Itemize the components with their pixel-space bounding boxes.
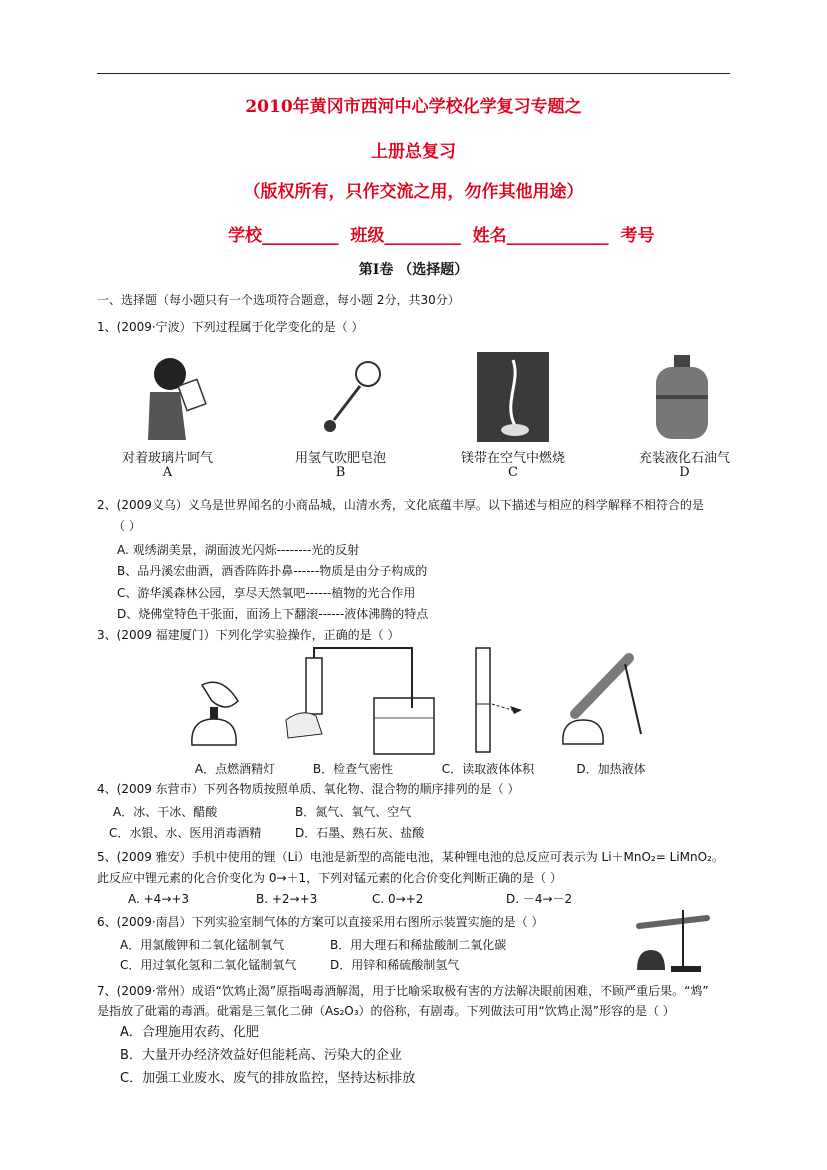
q6-option-d: D．用锌和稀硫酸制氢气 — [330, 958, 460, 972]
q7-option-a: A．合理施用农药、化肥 — [120, 1025, 259, 1040]
q3-caption-a: A．点燃酒精灯 — [194, 762, 276, 776]
q4-option-a: A．冰、干冰、醋酸 — [113, 805, 218, 819]
q1-caption-b: 用氢气吹肥皂泡 — [294, 451, 386, 466]
q4-option-b: B．氮气、氧气、空气 — [295, 805, 412, 819]
title-copyright: （版权所有，只作交流之用，勿作其他用途） — [243, 182, 584, 202]
q6-stem: 6、(2009·南昌）下列实验室制气体的方案可以直接采用右图所示装置实施的是（ ） — [97, 915, 544, 929]
q3-figure-c — [470, 648, 540, 752]
q3-figure-a — [182, 675, 252, 753]
q5-option-d: D. －4→－2 — [506, 892, 573, 906]
q1-figure-d — [650, 355, 714, 443]
q1-stem: 1、(2009·宁波）下列过程属于化学变化的是（ ） — [97, 320, 364, 334]
q6-option-a: A．用氯酸钾和二氧化锰制氧气 — [120, 938, 285, 952]
q6-apparatus-figure — [633, 906, 713, 974]
q1-figure-b — [318, 358, 388, 438]
q3-caption-d: D．加热液体 — [576, 762, 646, 776]
q4-stem: 4、(2009 东营市）下列各物质按照单质、氧化物、混合物的顺序排列的是（ ） — [97, 782, 520, 796]
q2-option-a: A. 观绣湖美景，湖面波光闪烁--------光的反射 — [117, 543, 360, 557]
q5-option-b: B. +2→+3 — [256, 892, 318, 906]
title-line-2: 上册总复习 — [371, 142, 456, 162]
q1-letter-d: D — [679, 465, 690, 480]
q2-option-d: D、烧佛堂特色干张面，面汤上下翻滚------液体沸腾的特点 — [117, 607, 429, 621]
student-info-line: 学校_________ 班级_________ 姓名____________ 考号 — [228, 226, 655, 246]
q1-caption-d: 充装液化石油气 — [638, 451, 730, 466]
q3-figure-d — [555, 654, 655, 750]
q1-letter-b: B — [335, 465, 346, 480]
q1-letter-a: A — [162, 465, 173, 480]
q6-option-b: B．用大理石和稀盐酸制二氧化碳 — [330, 938, 507, 952]
q2-option-b: B、品丹溪宏曲酒，酒香阵阵扑鼻------物质是由分子构成的 — [117, 564, 428, 578]
q7-stem-1: 7、(2009·常州）成语“饮鸩止渴”原指喝毒酒解渴，用于比喻采取极有害的方法解决眼前困难，不顾严重后果。“鸩” — [97, 984, 709, 998]
part1-heading: 一、选择题（每小题只有一个选项符合题意，每小题 2分，共30分） — [97, 293, 460, 307]
q1-letter-c: C — [508, 465, 518, 480]
q2-option-c: C、游华溪森林公园，享尽天然氧吧------植物的光合作用 — [117, 586, 416, 600]
q4-option-d: D．石墨、熟石灰、盐酸 — [295, 826, 425, 840]
q4-option-c: C．水银、水、医用消毒酒精 — [109, 826, 262, 840]
q1-figure-a — [120, 352, 220, 442]
section-title: 第Ⅰ卷 （选择题） — [358, 262, 469, 278]
top-rule — [97, 73, 730, 74]
q6-option-c: C．用过氧化氢和二氧化锰制氧气 — [120, 958, 297, 972]
q3-caption-b: B．检查气密性 — [312, 762, 394, 776]
q7-stem-2: 是指放了砒霜的毒酒。砒霜是三氧化二砷（As₂O₃）的俗称，有剧毒。下列做法可用“饮鸩止渴”形容的是（ ） — [97, 1004, 675, 1018]
title-line-1: 2010年黄冈市西河中心学校化学复习专题之 — [245, 97, 582, 117]
q2-paren: （ ） — [113, 519, 141, 533]
q5-option-a: A. +4→+3 — [128, 892, 190, 906]
q3-stem: 3、(2009 福建厦门）下列化学实验操作，正确的是（ ） — [97, 628, 400, 642]
q2-stem: 2、(2009义乌）义乌是世界闻名的小商品城，山清水秀，文化底蕴丰厚。以下描述与相应的科学解释不相符合的是 — [97, 498, 704, 512]
q7-option-c: C．加强工业废水、废气的排放监控，坚持达标排放 — [120, 1071, 416, 1086]
q3-caption-c: C．读取液体体积 — [441, 762, 535, 776]
q7-option-b: B．大量开办经济效益好但能耗高、污染大的企业 — [120, 1048, 402, 1063]
q1-figure-c — [477, 352, 549, 442]
q5-stem-2: 此反应中锂元素的化合价变化为 0→＋1，下列对锰元素的化合价变化判断正确的是（ ） — [97, 871, 562, 885]
q5-option-c: C. 0→+2 — [372, 892, 424, 906]
q3-figure-b — [282, 648, 432, 756]
q1-caption-c: 镁带在空气中燃烧 — [460, 451, 565, 466]
q5-stem-1: 5、(2009 雅安）手机中使用的锂（Li）电池是新型的高能电池，某种锂电池的总反应可表示为 Li＋MnO₂= LiMnO₂。 — [97, 850, 724, 864]
q1-caption-a: 对着玻璃片呵气 — [121, 451, 213, 466]
